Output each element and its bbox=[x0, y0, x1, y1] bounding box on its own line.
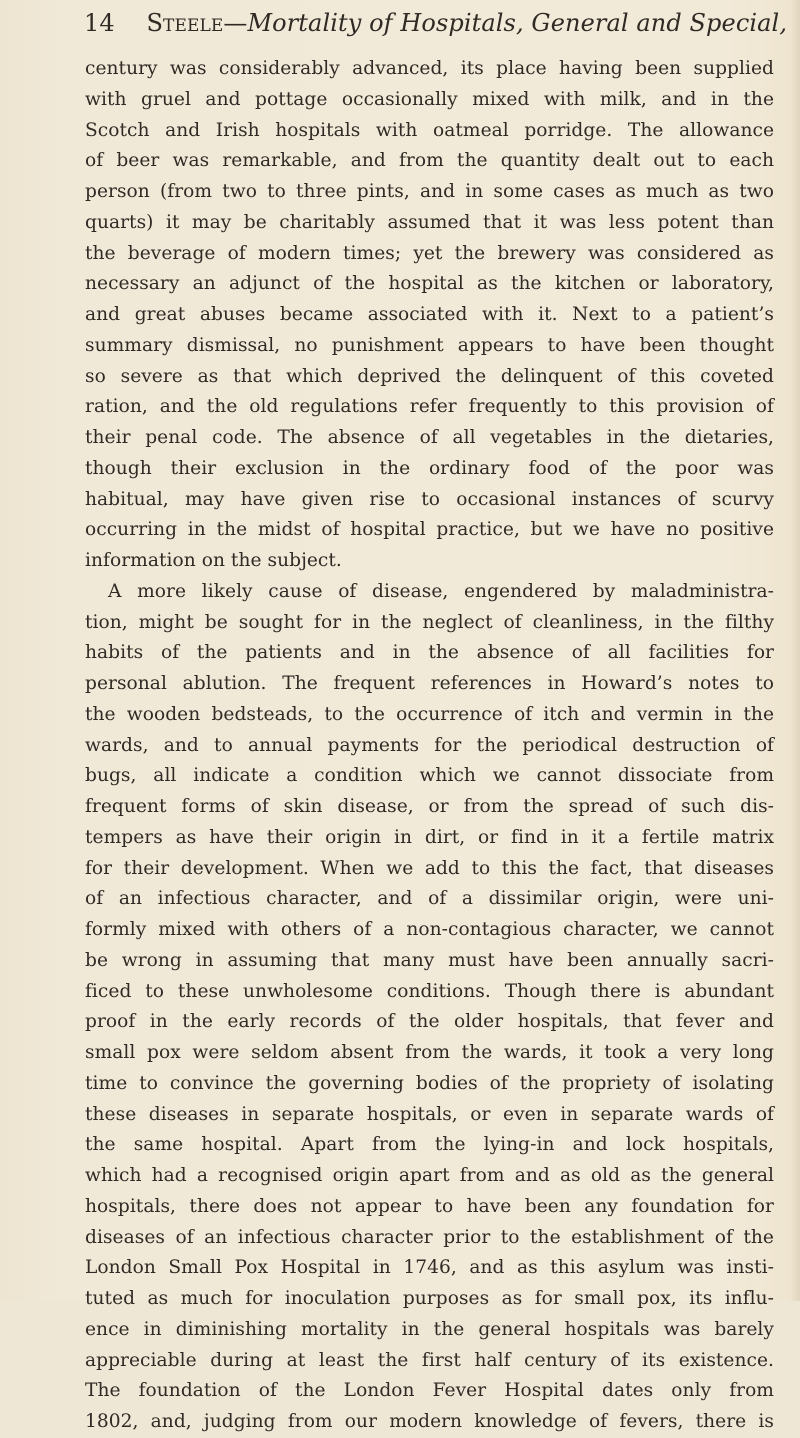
text-line: person (from two to three pints, and in some cases as much as two bbox=[85, 181, 774, 202]
text-line: habits of the patients and in the absence of all facilities for bbox=[85, 642, 774, 664]
text-line: The foundation of the London Fever Hospital dates only from bbox=[85, 1380, 774, 1402]
text-line: century was considerably advanced, its place having been supplied bbox=[85, 58, 774, 79]
text-line: London Small Pox Hospital in 1746, and as this asylum was insti- bbox=[85, 1257, 774, 1279]
text-line: small pox were seldom absent from the wards, it took a very long bbox=[85, 1042, 774, 1063]
text-line: bugs, all indicate a condition which we cannot dissociate from bbox=[85, 765, 774, 787]
text-line: appreciable during at least the first half century of its existence. bbox=[85, 1349, 774, 1371]
text-line: proof in the early records of the older hospitals, that fever and bbox=[85, 1011, 774, 1033]
page-number: 14 bbox=[84, 9, 115, 37]
text-line: though their exclusion in the ordinary food of the poor was bbox=[85, 457, 774, 479]
text-line: which had a recognised origin apart from and as old as the general bbox=[85, 1165, 774, 1186]
body-text bbox=[85, 54, 774, 1438]
header-separator: — bbox=[223, 9, 248, 37]
text-line: 1802, and, judging from our modern knowledge of fevers, there is bbox=[85, 1411, 774, 1432]
text-line: the same hospital. Apart from the lying-in and lock hospitals, bbox=[85, 1134, 774, 1156]
text-line: these diseases in separate hospitals, or even in separate wards of bbox=[85, 1103, 774, 1125]
text-line: for their development. When we add to this the fact, that diseases bbox=[85, 857, 774, 879]
text-line: occurring in the midst of hospital practice, but we have no positive bbox=[85, 519, 774, 541]
text-line: wards, and to annual payments for the periodical destruction of bbox=[85, 734, 774, 756]
text-line: ficed to these unwholesome conditions. Though there is abundant bbox=[85, 980, 774, 1002]
text-line: formly mixed with others of a non-contagious character, we cannot bbox=[85, 919, 774, 940]
text-line: their penal code. The absence of all vegetables in the dietaries, bbox=[85, 427, 774, 448]
text-line: Scotch and Irish hospitals with oatmeal porridge. The allowance bbox=[85, 119, 774, 141]
text-line: of beer was remarkable, and from the quantity dealt out to each bbox=[85, 150, 774, 172]
text-line: summary dismissal, no punishment appears to have been thought bbox=[85, 334, 774, 356]
running-header bbox=[84, 3, 787, 43]
text-line: tempers as have their origin in dirt, or find in it a fertile matrix bbox=[85, 826, 774, 848]
text-line: ence in diminishing mortality in the general hospitals was barely bbox=[85, 1318, 774, 1340]
text-line: the beverage of modern times; yet the brewery was considered as bbox=[85, 242, 774, 264]
text-line: diseases of an infectious character prior to the establishment of the bbox=[85, 1226, 774, 1248]
text-line: of an infectious character, and of a dissimilar origin, were uni- bbox=[85, 888, 774, 910]
text-line: so severe as that which deprived the delinquent of this coveted bbox=[85, 365, 774, 387]
text-line: habitual, may have given rise to occasional instances of scurvy bbox=[85, 488, 774, 510]
text-line: time to convince the governing bodies of the propriety of isolating bbox=[85, 1072, 774, 1094]
text-line: personal ablution. The frequent references in Howard’s notes to bbox=[85, 673, 774, 694]
text-line: with gruel and pottage occasionally mixed with milk, and in the bbox=[85, 88, 774, 110]
paragraph-start-line: A more likely cause of disease, engendered by maladministra- bbox=[108, 580, 774, 602]
text-line: tuted as much for inoculation purposes as for small pox, its influ- bbox=[85, 1288, 774, 1309]
page-edge-shadow bbox=[790, 0, 800, 1301]
text-line: be wrong in assuming that many must have been annually sacri- bbox=[85, 949, 774, 971]
text-line: frequent forms of skin disease, or from the spread of such dis- bbox=[85, 796, 774, 817]
header-author: Steele bbox=[146, 9, 224, 37]
text-line: the wooden bedsteads, to the occurrence of itch and vermin in the bbox=[85, 703, 774, 725]
text-line: hospitals, there does not appear to have been any foundation for bbox=[85, 1195, 774, 1217]
text-line: ration, and the old regulations refer frequently to this provision of bbox=[85, 396, 774, 418]
text-line: quarts) it may be charitably assumed that it was less potent than bbox=[85, 211, 774, 233]
text-line: tion, might be sought for in the neglect of cleanliness, in the filthy bbox=[85, 611, 774, 633]
text-line: and great abuses became associated with it. Next to a patient’s bbox=[85, 304, 774, 325]
paragraph-end-line: information on the subject. bbox=[85, 550, 342, 571]
text-line: necessary an adjunct of the hospital as the kitchen or laboratory, bbox=[85, 273, 774, 295]
header-title: Mortality of Hospitals, General and Special, bbox=[247, 9, 788, 37]
